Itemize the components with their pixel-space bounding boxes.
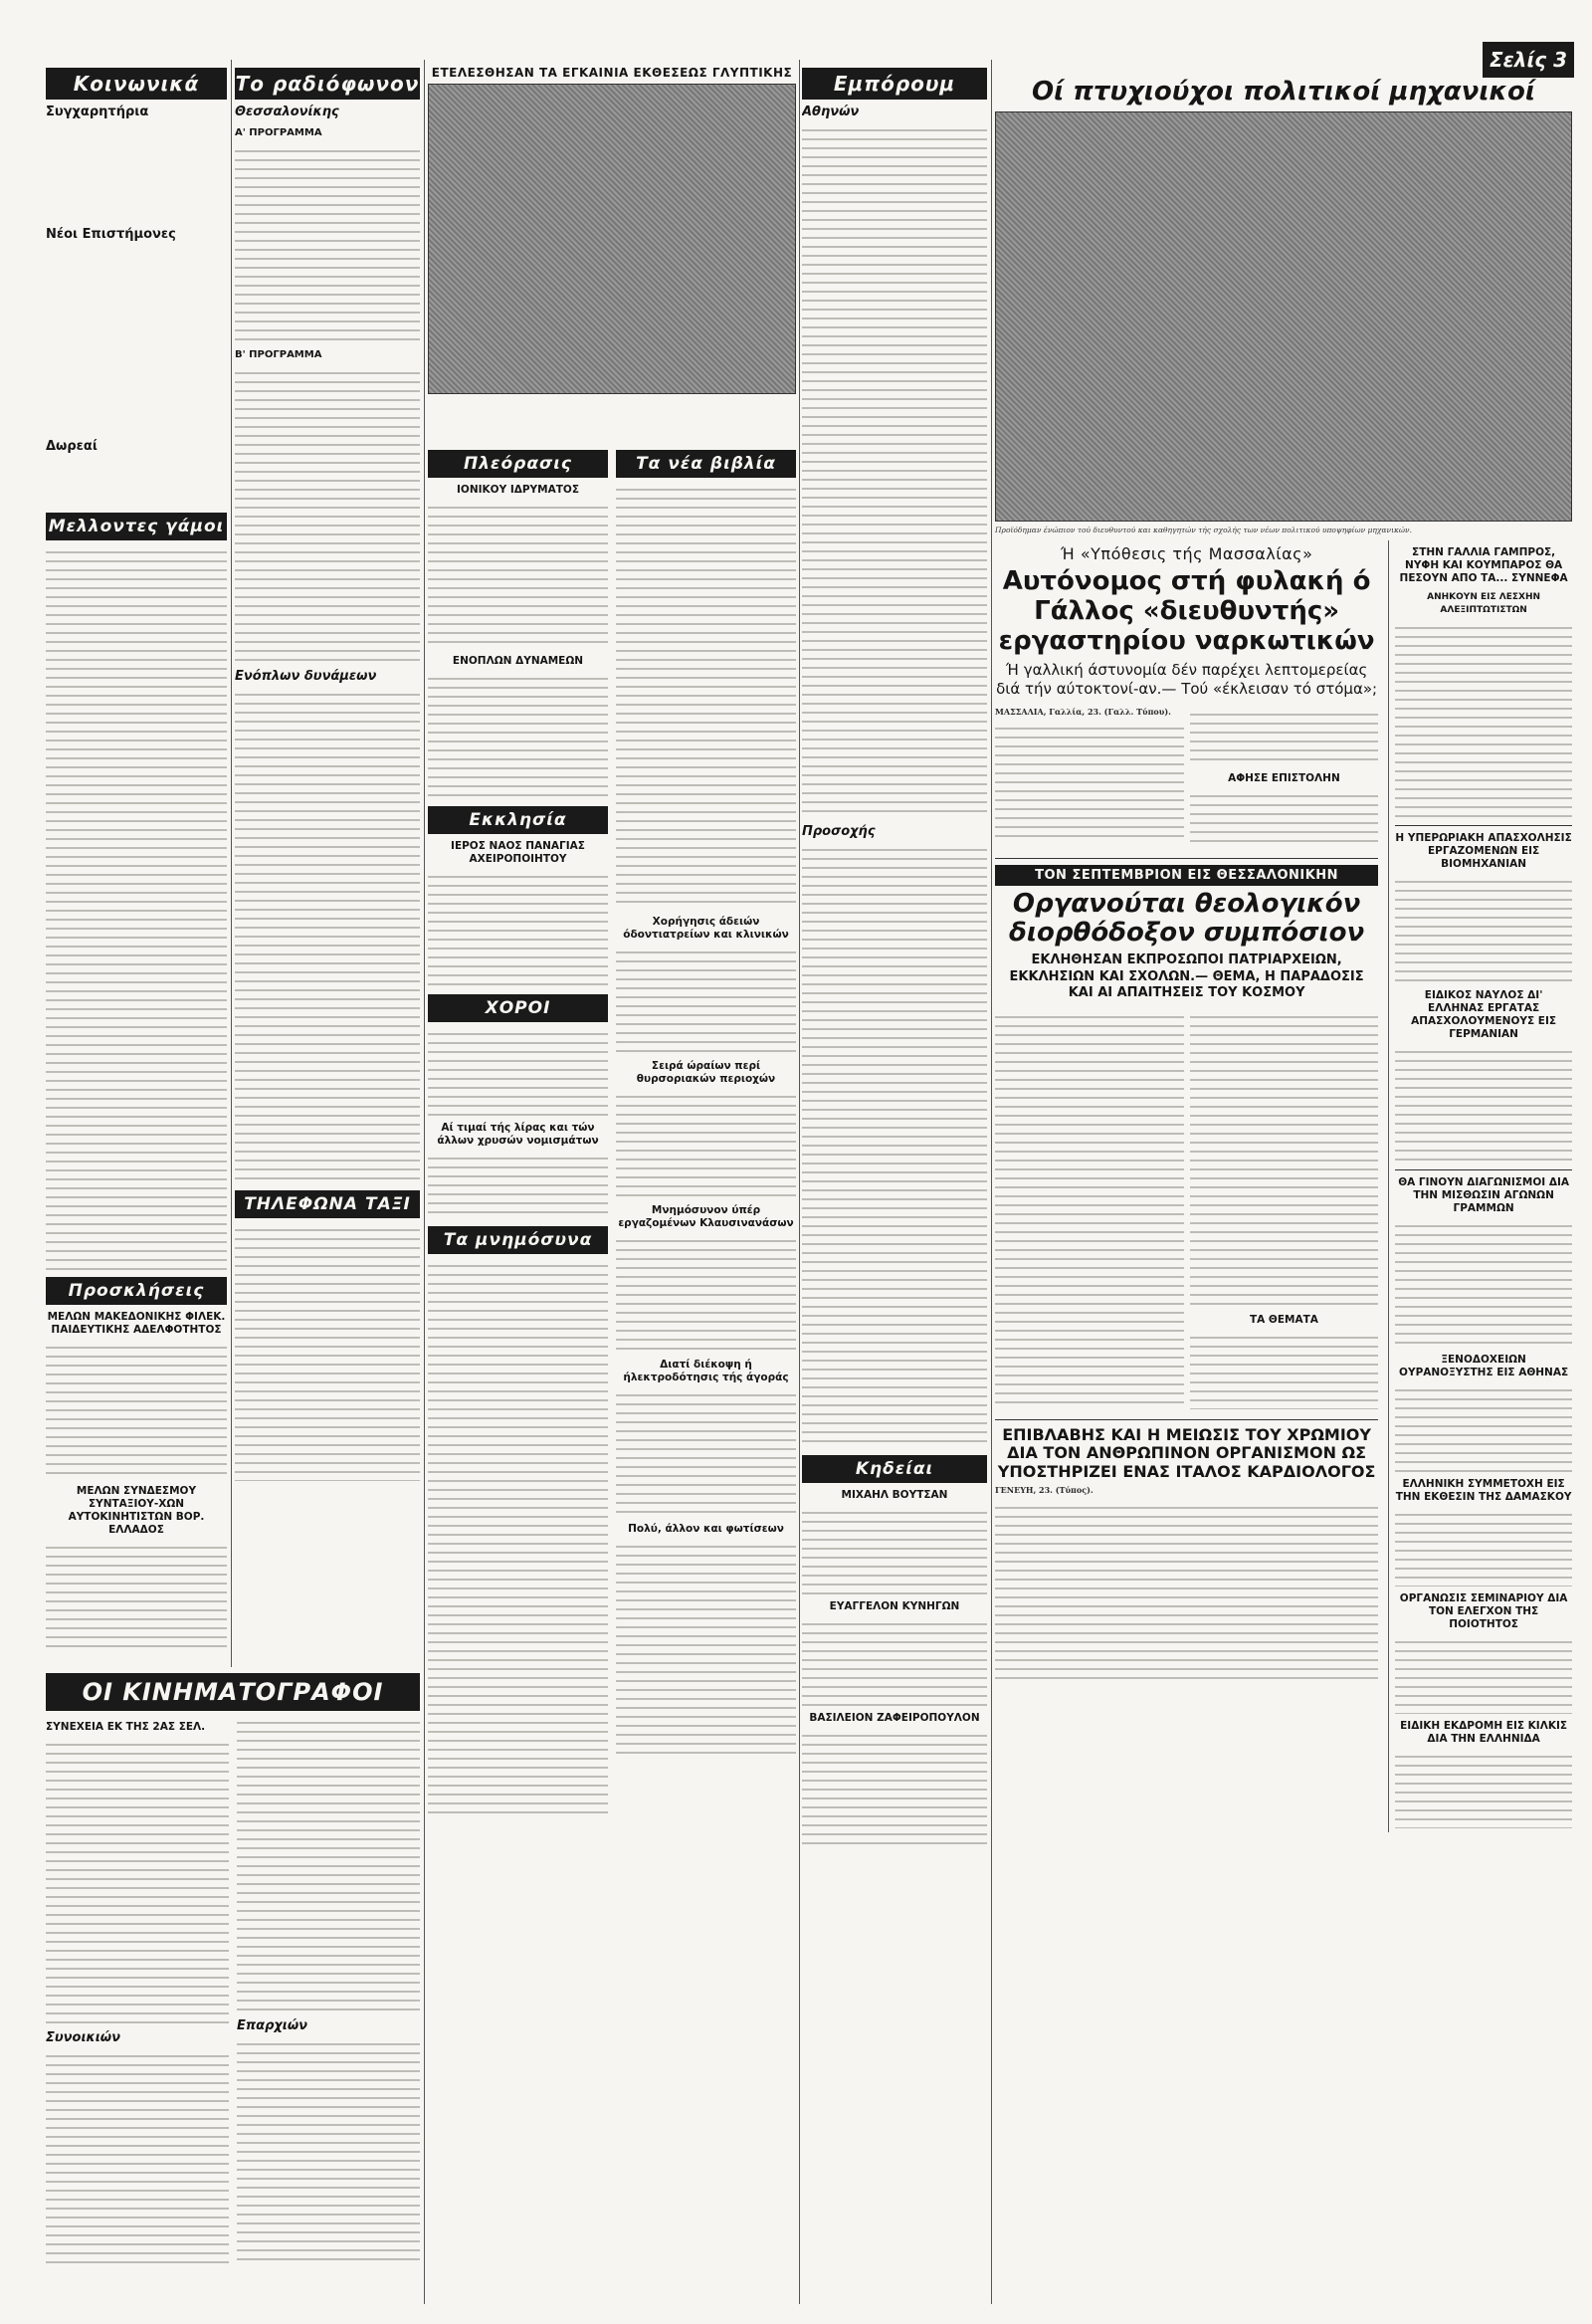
subhead-ionikou: ΙΟΝΙΚΟΥ ΙΔΡΥΜΑΤΟΣ [456,484,580,496]
invitation-title: ΜΕΛΩΝ ΜΑΚΕΔΟΝΙΚΗΣ ΦΙΛΕΚ. ΠΑΙΔΕΥΤΙΚΗΣ ΑΔΕΛΦΟΤΗΤΟΣ [47,1311,226,1336]
text-block [802,1505,987,1594]
text-block [1395,1044,1572,1163]
side-headline: ΕΛΛΗΝΙΚΗ ΣΥΜΜΕΤΟΧΗ ΕΙΣ ΤΗΝ ΕΚΘΕΣΙΝ ΤΗΣ ΔΑΜΑΣΚΟΥ [1395,1478,1572,1504]
text-block [616,945,796,1054]
text-block [1395,874,1572,983]
cinema-list [46,2048,229,2267]
exhibit-title: ΕΤΕΛΕΣΘΗΣΑΝ ΤΑ ΕΓΚΑΙΝΙΑ ΕΚΘΕΣΕΩΣ ΓΛΥΠΤΙΚΗΣ [431,66,793,80]
subhead-smoke: Πολύ, άλλον και φωτίσεων [628,1523,784,1535]
subhead-notices: Προσοχής [802,824,876,839]
invitation-title: ΜΕΛΩΝ ΣΥΝΔΕΣΜΟΥ ΣΥΝΤΑΞΙΟΥ-ΧΩΝ ΑΥΤΟΚΙΝΗΤΙΣΤΩΝ ΒΟΡ. ΕΛΛΑΔΟΣ [68,1485,205,1536]
section-header-commerce: Εμπόρουμ [802,68,987,100]
text-block [1190,1330,1379,1409]
engineers-headline: Οί πτυχιούχοι πολιτικοί μηχανικοί [1032,77,1535,106]
text-block [802,1728,987,1847]
text-block [995,721,1184,840]
text-block [616,1233,796,1353]
text-block [802,122,987,819]
text-block [616,482,796,910]
sept-headline: Οργανούται θεολογικόν διορθόδοξον συμπόσιον [1008,888,1365,949]
text-block [1395,620,1572,819]
subhead-armed-forces: Ενόπλων δυνάμεων [235,669,377,684]
text-block [46,1540,227,1649]
subhead-hotels: Αθηνών [802,105,860,119]
text-block [46,1340,227,1479]
subhead-thessaloniki: Θεσσαλονίκης [235,105,339,119]
death-notice-name: ΕΥΑΓΓΕΛΟΝ ΚΥΝΗΓΩΝ [829,1600,960,1612]
section-header-invitations: Προσκλήσεις [46,1277,227,1305]
text-block [235,687,420,1184]
subhead-dentists: Χορήγησις άδειών όδοντιατρείων και κλινικών [623,916,789,941]
section-header-deaths: Κηδείαι [802,1455,987,1483]
text-block [1190,1009,1379,1308]
section-header-books: Τα νέα βιβλία [616,450,796,478]
subhead-gold: Αί τιμαί τής λίρας και τών άλλων χρυσών νομισμάτων [437,1122,599,1147]
side-headline: ΞΕΝΟΔΟΧΕΙΩΝ ΟΥΡΑΝΟΞΥΣΤΗΣ ΕΙΣ ΑΘΗΝΑΣ [1399,1354,1569,1379]
photo-caption [428,398,796,438]
section-header-memorial: Τα μνημόσυνα [428,1226,608,1254]
section-header-cinemas: ΟΙ ΚΙΝΗΜΑΤΟΓΡΑΦΟΙ [46,1673,420,1711]
sept-kicker: ΤΟΝ ΣΕΠΤΕΜΒΡΙΟΝ ΕΙΣ ΘΕΣΣΑΛΟΝΙΚΗΝ [995,865,1378,886]
section-header-radio: Το ραδιόφωνον [235,68,420,100]
sept-deck: ΕΚΛΗΘΗΣΑΝ ΕΚΠΡΟΣΩΠΟΙ ΠΑΤΡΙΑΡΧΕΙΩΝ, ΕΚΚΛΗΣΙΩΝ ΚΑΙ ΣΧΟΛΩΝ.— ΘΕΜΑ, Η ΠΑΡΑΔΟΣΙΣ ΚΑΙ ΑΙ ΑΠΑΙΤΗΣΕΙΣ ΤΟΥ ΚΟΣΜΟΥ [1009,952,1364,1000]
text-block [46,245,227,434]
text-block [235,143,420,342]
text-block [1190,707,1379,766]
section-header-dances: ΧΟΡΟΙ [428,994,608,1022]
chrome-dateline: ΓΕΝΕΥΗ, 23. (Τύπος). [995,1485,1094,1496]
cinemas-block [46,1667,420,2304]
text-block [428,869,608,988]
text-block [1395,1749,1572,1828]
text-block [1395,1218,1572,1348]
cinema-list [237,2036,420,2265]
text-block [616,1089,796,1198]
text-block [428,1026,608,1116]
marseille-kicker: Ή «Υπόθεσις τής Μασσαλίας» [1060,544,1313,564]
text-block [1395,1382,1572,1472]
gold-price-table [428,1151,608,1220]
text-block [428,1258,608,1815]
side-headline: Η ΥΠΕΡΩΡΙΑΚΗ ΑΠΑΣΧΟΛΗΣΙΣ ΕΡΓΑΖΟΜΕΝΩΝ ΕΙΣ ΒΙΟΜΗΧΑΝΙΑΝ [1395,832,1572,871]
program-b-label: Β' ΠΡΟΓΡΑΜΜΑ [235,349,322,360]
side-headline: ΘΑ ΓΙΝΟΥΝ ΔΙΑΓΩΝΙΣΜΟΙ ΔΙΑ ΤΗΝ ΜΙΣΘΩΣΙΝ ΑΓΩΝΩΝ ΓΡΑΜΜΩΝ [1398,1176,1569,1215]
subhead-new-grads: Νέοι Επιστήμονες [46,227,176,242]
subhead-electric: Διατί διέκοψη ή ήλεκτροδότησις τής άγοράς [623,1359,789,1383]
text-block [46,544,227,1271]
column-rule [424,60,425,2304]
text-block [46,122,227,222]
text-block [802,842,987,1449]
subhead-neighborhood: Συνοικιών [46,2030,120,2045]
side-headline: ΣΤΗΝ ΓΑΛΛΙΑ ΓΑΜΠΡΟΣ, ΝΥΦΗ ΚΑΙ ΚΟΥΜΠΑΡΟΣ ΘΑ ΠΕΣΟΥΝ ΑΠΟ ΤΑ... ΣΥΝΝΕΦΑ [1399,546,1568,585]
side-subhead: ΑΝΗΚΟΥΝ ΕΙΣ ΛΕΣΧΗΝ ΑΛΕΞΙΠΤΩΤΙΣΤΩΝ [1427,592,1541,616]
text-block [802,1616,987,1706]
text-block [428,671,608,800]
marseille-dateline: ΜΑΣΣΑΛΙΑ, Γαλλία, 23. (Γαλλ. Τύπου). [995,706,1171,717]
marseille-headline: Αυτόνομος στή φυλακή ό Γάλλος «διευθυντής» εργαστηρίου ναρκωτικών [998,566,1375,657]
cinema-list [46,1737,229,2025]
text-block [235,365,420,664]
column-rule [799,60,800,2304]
page-number-tab: Σελίς 3 [1483,42,1574,78]
text-block [46,457,227,507]
subhead-donations: Δωρεαί [46,439,98,454]
section-header-church: Εκκλησία [428,806,608,834]
column-commerce [802,62,987,2324]
text-block [616,1539,796,1758]
section-header-engagements: Μελλοντες γάμοι [46,513,227,540]
side-headline: ΕΙΔΙΚΟΣ ΝΑΥΛΟΣ ΔΙ' ΕΛΛΗΝΑΣ ΕΡΓΑΤΑΣ ΑΠΑΣΧΟΛΟΥΜΕΝΟΥΣ ΕΙΣ ΓΕΡΜΑΝΙΑΝ [1411,989,1557,1041]
letter-label: ΑΦΗΣΕ ΕΠΙΣΤΟΛΗΝ [1228,771,1340,784]
section-header-social: Κοινωνικά [46,68,227,100]
text-block [995,1009,1184,1407]
subhead-armed: ΕΝΟΠΛΩΝ ΔΥΝΑΜΕΩΝ [452,655,584,667]
subhead-congrats: Συγχαρητήρια [46,105,149,119]
engineers-caption: Προϊόδημαν ένώπιον τού διευθυντού και καθηγητών τής σχολής των νέων πολιτικού υποψηφίων μηχανικών. [995,525,1412,534]
section-header-tv: Πλεόρασις [428,450,608,478]
engineers-photo [995,111,1572,522]
subhead-provinces: Επαρχιών [237,2018,308,2033]
cinema-list [237,1715,420,2013]
text-block [995,1500,1378,1679]
text-block [1190,788,1379,848]
subhead-supervision: Σειρά ώραίων περί θυρσοριακών περιοχών [636,1060,776,1085]
section-header-phones: ΤΗΛΕΦΩΝΑ ΤΑΞΙ [235,1190,420,1218]
side-headline: ΟΡΓΑΝΩΣΙΣ ΣΕΜΙΝΑΡΙΟΥ ΔΙΑ ΤΟΝ ΕΛΕΓΧΟΝ ΤΗΣ ΠΟΙΟΤΗΤΟΣ [1399,1592,1568,1631]
death-notice-name: ΜΙΧΑΗΛ ΒΟΥΤΣΑΝ [841,1489,948,1501]
themes-label: ΤΑ ΘΕΜΑΤΑ [1249,1314,1318,1327]
column-main-news [995,50,1572,2324]
subhead-workers: Μνημόσυνον ύπέρ εργαζομένων Κλαυσινανάσων [618,1204,794,1229]
chrome-headline: ΕΠΙΒΛΑΒΗΣ ΚΑΙ Η ΜΕΙΩΣΙΣ ΤΟΥ ΧΡΩΜΙΟΥ ΔΙΑ ΤΟΝ ΑΝΘΡΩΠΙΝΟΝ ΟΡΓΑΝΙΣΜΟΝ ΩΣ ΥΠΟΣΤΗΡΙΖΕΙ ΕΝΑΣ ΙΤΑΛΟΣ ΚΑΡΔΙΟΛΟΓΟΣ [997,1425,1376,1481]
death-notice-name: ΒΑΣΙΛΕΙΟΝ ΖΑΦΕΙΡΟΠΟΥΛΟΝ [809,1712,980,1724]
marseille-deck: Ή γαλλική άστυνομία δέν παρέχει λεπτομερείας διά τήν αύτοκτονί-αν.— Τού «έκλεισαν τό στόμα»; [996,661,1378,698]
text-block [1395,1507,1572,1586]
side-headline: ΕΙΔΙΚΗ ΕΚΔΡΟΜΗ ΕΙΣ ΚΙΛΚΙΣ ΔΙΑ ΤΗΝ ΕΛΛΗΝΙΔΑ [1400,1720,1568,1746]
column-rule [991,60,992,2304]
text-block [428,500,608,649]
church-subhead: ΙΕΡΟΣ ΝΑΟΣ ΠΑΝΑΓΙΑΣ ΑΧΕΙΡΟΠΟΙΗΤΟΥ [451,840,585,865]
exhibit-photo [428,84,796,394]
program-a-label: Α' ΠΡΟΓΡΑΜΜΑ [235,127,322,138]
text-block [1395,1634,1572,1714]
column-events [428,62,796,2324]
taxi-phone-list [235,1222,420,1481]
text-block [616,1387,796,1517]
cinemas-continuation: ΣΥΝΕΧΕΙΑ ΕΚ ΤΗΣ 2ΑΣ ΣΕΛ. [46,1721,206,1733]
